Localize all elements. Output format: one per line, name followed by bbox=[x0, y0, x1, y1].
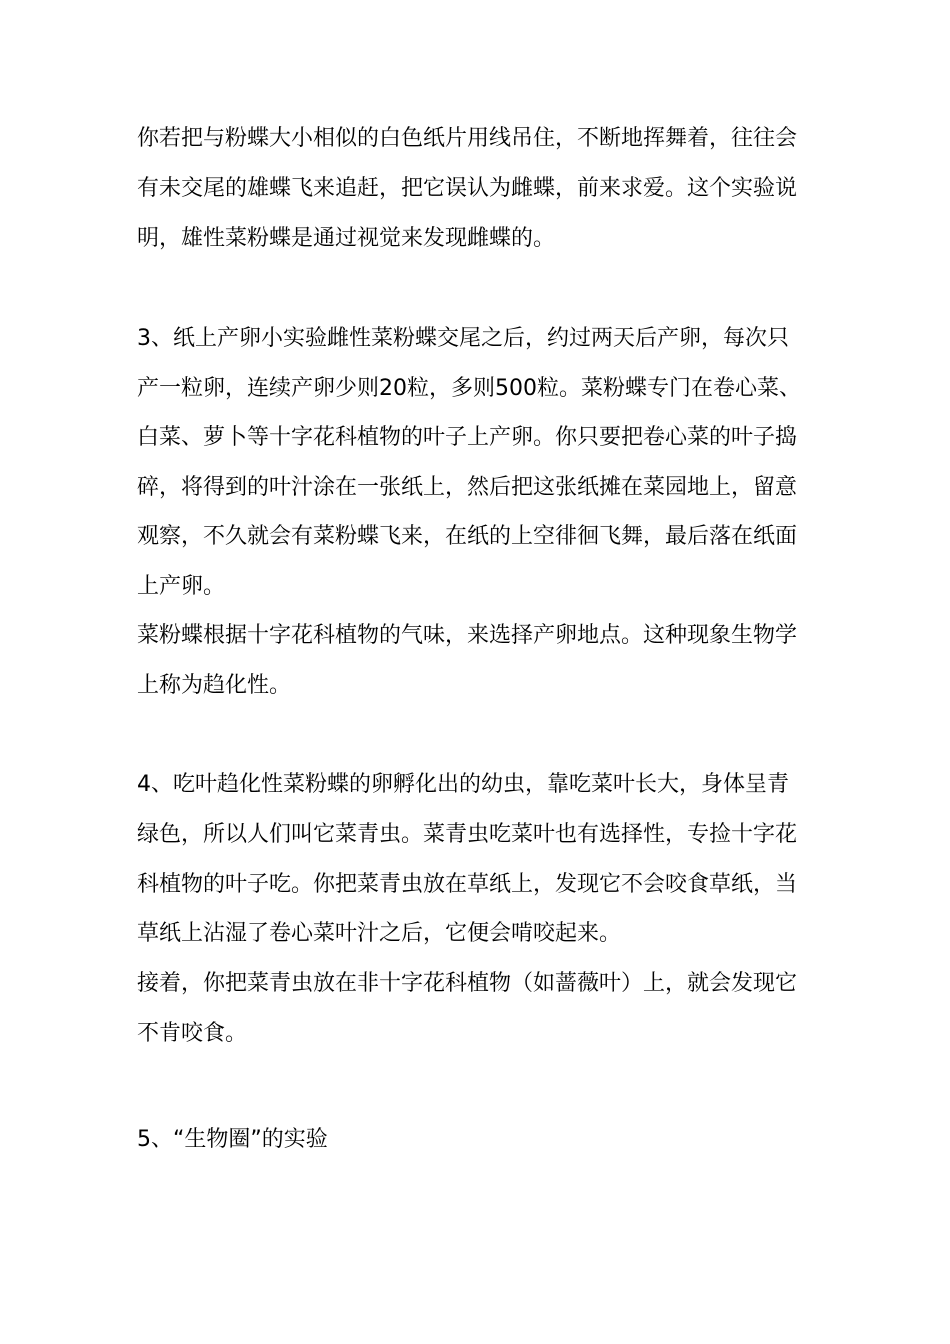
text-line: 上产卵。 bbox=[137, 574, 226, 599]
text-line: 菜粉蝶根据十字花科植物的气味，来选择产卵地点。这种现象生物学 bbox=[137, 623, 798, 648]
section-5-heading-line: 5、“生物圈”的实验 bbox=[137, 1127, 328, 1152]
section-4-heading-line: 4、吃叶趋化性菜粉蝶的卵孵化出的幼虫，靠吃菜叶长大，身体呈青 bbox=[137, 772, 789, 797]
text-line: 明，雄性菜粉蝶是通过视觉来发现雌蝶的。 bbox=[137, 226, 556, 251]
text-line: 有未交尾的雄蝶飞来追赶，把它误认为雌蝶，前来求爱。这个实验说 bbox=[137, 176, 798, 201]
text-line: 观察，不久就会有菜粉蝶飞来，在纸的上空徘徊飞舞，最后落在纸面 bbox=[137, 524, 798, 549]
text-line: 绿色，所以人们叫它菜青虫。菜青虫吃菜叶也有选择性，专捡十字花 bbox=[137, 822, 798, 847]
text-line: 上称为趋化性。 bbox=[137, 673, 292, 698]
text-line: 白菜、萝卜等十字花科植物的叶子上产卵。你只要把卷心菜的叶子捣 bbox=[137, 425, 798, 450]
text-line: 你若把与粉蝶大小相似的白色纸片用线吊住，不断地挥舞着，往往会 bbox=[137, 126, 798, 151]
text-line: 碎，将得到的叶汁涂在一张纸上，然后把这张纸摊在菜园地上，留意 bbox=[137, 475, 798, 500]
text-line: 草纸上沾湿了卷心菜叶汁之后，它便会啃咬起来。 bbox=[137, 921, 622, 946]
text-line: 接着，你把菜青虫放在非十字花科植物（如蔷薇叶）上，就会发现它 bbox=[137, 971, 798, 996]
text-line: 不肯咬食。 bbox=[137, 1021, 248, 1046]
text-line: 产一粒卵，连续产卵少则20粒，多则500粒。菜粉蝶专门在卷心菜、 bbox=[137, 376, 801, 401]
section-3-heading-line: 3、纸上产卵小实验雌性菜粉蝶交尾之后，约过两天后产卵，每次只 bbox=[137, 326, 789, 351]
text-line: 科植物的叶子吃。你把菜青虫放在草纸上，发现它不会咬食草纸，当 bbox=[137, 872, 798, 897]
